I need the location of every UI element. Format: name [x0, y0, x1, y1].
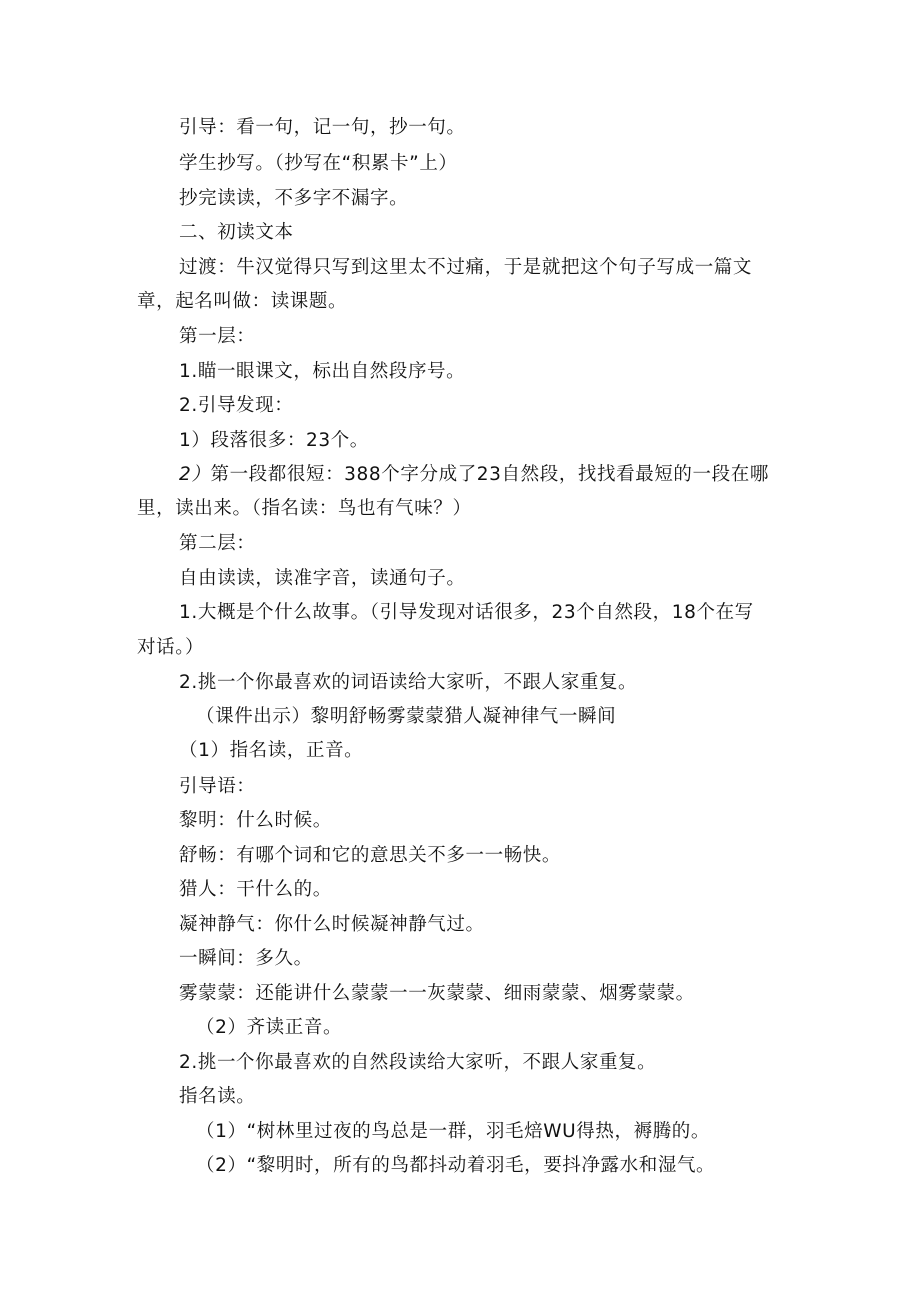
subsection-heading: 第二层： — [179, 533, 256, 554]
text-line: 一瞬间：多久。 — [179, 948, 313, 969]
text-line: 对话。） — [137, 637, 205, 658]
list-item: 1.瞄一眼课文，标出自然段序号。 — [179, 361, 466, 382]
text-line: 过渡：牛汉觉得只写到这里太不过痛，于是就把这个句子写成一篇文 — [179, 257, 753, 278]
list-item: （2）“黎明时，所有的鸟都抖动着羽毛，要抖净露水和湿气。 — [196, 1155, 716, 1176]
section-heading: 二、初读文本 — [179, 222, 294, 243]
list-item: （1）“树林里过夜的鸟总是一群，羽毛焙WU得热，褥腾的。 — [196, 1121, 710, 1142]
text-line: 引导语： — [179, 776, 256, 797]
list-item: （1）指名读，正音。 — [179, 740, 364, 761]
text-line: 指名读。 — [179, 1086, 256, 1107]
text-line: 学生抄写。（抄写在“积累卡”上） — [179, 153, 458, 174]
text-line: 雾蒙蒙：还能讲什么蒙蒙一一灰蒙蒙、细雨蒙蒙、烟雾蒙蒙。 — [179, 983, 695, 1004]
text-line: 黎明：什么时候。 — [179, 810, 332, 831]
list-item: 1）段落很多：23个。 — [179, 430, 369, 451]
text-line: 猎人：干什么的。 — [179, 879, 332, 900]
text-line: 凝神静气：你什么时候凝神静气过。 — [179, 914, 485, 935]
text-line: 抄完读读，不多字不漏字。 — [179, 188, 409, 209]
text-line: 里，读出来。（指名读：鸟也有气味？） — [137, 498, 472, 519]
italic-prefix: 2） — [179, 464, 211, 485]
list-item — [179, 463, 769, 487]
subsection-heading: 第一层： — [179, 326, 256, 347]
list-item-text: 第一段都很短：388个字分成了23自然段，找找看最短的一段在哪 — [210, 464, 769, 485]
list-item: 1.大概是个什么故事。（引导发现对话很多，23个自然段，18个在写 — [179, 602, 754, 623]
list-item: 2.挑一个你最喜欢的词语读给大家听，不跟人家重复。 — [179, 672, 638, 693]
text-line: 自由读读，读准字音，读通句子。 — [179, 568, 466, 589]
list-item: 2.引导发现： — [179, 395, 294, 416]
text-line: （课件出示）黎明舒畅雾蒙蒙猎人凝神律气一瞬间 — [196, 706, 617, 727]
list-item: 2.挑一个你最喜欢的自然段读给大家听，不跟人家重复。 — [179, 1052, 657, 1073]
list-item: （2）齐读正音。 — [196, 1017, 343, 1038]
text-line: 章，起名叫做：读课题。 — [137, 291, 348, 312]
text-line: 引导：看一句，记一句，抄一句。 — [179, 117, 466, 138]
text-line: 舒畅：有哪个词和它的意思关不多一一畅快。 — [179, 845, 562, 866]
